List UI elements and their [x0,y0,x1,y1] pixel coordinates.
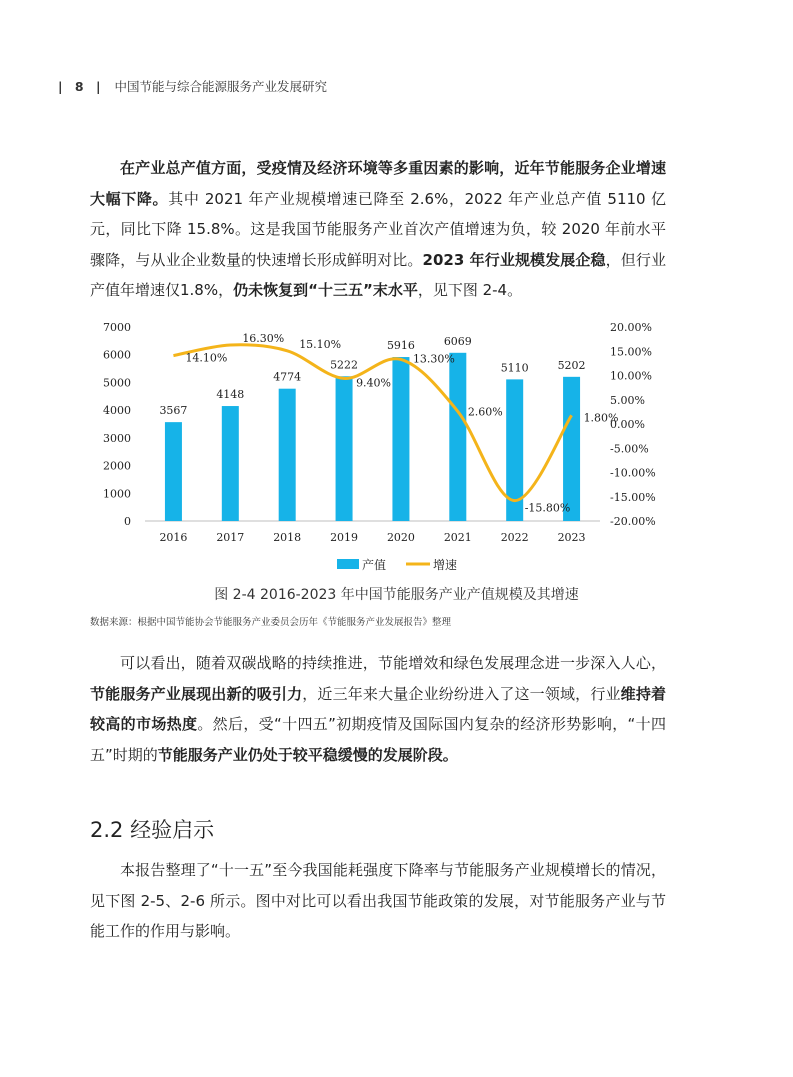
x-tick-label: 2016 [159,531,188,544]
p1-text: 其中 2021 年产业规模增速已降至 2.6%，2022 年产业总产值 5110 亿元，同比下降 15.8%。这是我国节能服务产业首次产值增速为负，较 2020 年前水平骤降，与从业企业数量的快速增长形成鲜明对比。 [90,189,666,269]
x-tick-label: 2022 [500,531,529,544]
right-tick-label: 15.00% [610,345,652,359]
paragraph-report-summary: 本报告整理了“十一五”至今我国能耗强度下降率与节能服务产业规模增长的情况，见下图 2-5、2-6 所示。图中对比可以看出我国节能政策的发展，对节能服务产业与节能工作的作用与影响。 [90,861,666,940]
right-tick-label: -20.00% [610,515,656,528]
x-tick-label: 2021 [443,531,472,544]
left-tick-label: 7000 [103,321,131,334]
right-tick-label: 0.00% [610,418,645,431]
bar-value-label: 6069 [443,334,472,348]
bar-2016 [165,422,182,521]
bar-2020 [392,357,409,521]
bar-value-label: 4774 [273,370,302,384]
p1-bold-not-recovered: 仍未恢复到“十三五”末水平 [233,281,418,299]
p2-text-3: 。然后，受“十四五”初期疫情及国际国内复杂的经济形势影响，“十四五”时期的 [90,715,666,764]
x-tick-label: 2023 [557,531,586,544]
left-tick-label: 1000 [103,487,131,501]
bar-value-label: 5202 [557,358,586,372]
p2-text-1: 可以看出，随着双碳战略的持续推进，节能增效和绿色发展理念进一步深入人心， [120,654,666,672]
bar-value-label: 5916 [386,339,415,353]
paragraph-observation [90,648,666,770]
bar-2018 [279,389,296,521]
bar-value-label: 5110 [500,361,529,375]
p1-text-2: ，但行业产值年增速仅1.8%， [90,250,666,299]
left-tick-label: 5000 [103,376,131,390]
running-header [58,77,327,95]
p2-bold-heat: 维持着较高的市场热度 [90,684,666,733]
growth-value-label: 9.40% [356,376,392,390]
right-tick-label: 20.00% [610,321,652,334]
x-tick-label: 2019 [330,531,359,544]
legend-label-growth: 增速 [433,558,458,572]
legend-swatch-output [337,559,359,569]
p1-bold-2023: 2023 年行业规模发展企稳 [422,250,606,269]
right-tick-label: -5.00% [610,442,649,456]
right-tick-label: 10.00% [610,369,652,383]
bar-value-label: 5222 [330,358,359,372]
left-tick-label: 4000 [103,404,131,418]
growth-value-label: -15.80% [524,501,571,515]
data-source-note: 数据来源：根据中国节能协会节能服务产业委员会历年《节能服务产业发展报告》整理 [90,617,452,628]
page-number: | 8 | [58,78,105,94]
paragraph-industry-output [90,153,666,306]
bar-2021 [449,353,466,521]
p2-text-2: ，近三年来大量企业纷纷进入了这一领域，行业 [302,684,621,703]
x-tick-label: 2018 [273,531,302,544]
bar-value-label: 3567 [159,404,188,418]
bar-value-label: 4148 [216,388,245,402]
bar-2017 [222,406,239,521]
book-title: 中国节能与综合能源服务产业发展研究 [114,79,328,94]
growth-value-label: 15.10% [299,337,342,351]
p2-bold-stage: 节能服务产业仍处于较平稳缓慢的发展阶段。 [157,745,458,764]
right-tick-label: -10.00% [610,466,656,480]
bar-2023 [563,377,580,521]
p1-text-3: ，见下图 2-4。 [417,281,523,299]
left-tick-label: 2000 [103,459,131,473]
figure-caption: 图 2-4 2016-2023 年中国节能服务产业产值规模及其增速 [214,587,579,603]
chart-2-4 [90,312,666,578]
x-tick-label: 2017 [216,531,245,544]
right-tick-label: -15.00% [610,490,656,504]
left-tick-label: 6000 [103,348,131,362]
bar-2019 [336,376,353,521]
growth-value-label: 16.30% [242,331,285,345]
growth-value-label: 1.80% [583,411,619,425]
left-tick-label: 0 [124,515,131,528]
chart-svg [90,312,666,578]
p2-bold-attraction: 节能服务产业展现出新的吸引力 [90,684,303,703]
x-tick-label: 2020 [386,531,415,544]
growth-value-label: 2.60% [467,405,503,419]
legend-label-output: 产值 [362,558,387,572]
left-tick-label: 3000 [103,431,131,445]
section-heading: 2.2 经验启示 [90,818,215,842]
p1-bold-lead: 在产业总产值方面，受疫情及经济环境等多重因素的影响，近年节能服务企业增速大幅下降。 [90,159,666,208]
growth-value-label: 14.10% [185,351,228,365]
right-tick-label: 5.00% [610,393,645,407]
growth-value-label: 13.30% [412,352,455,366]
